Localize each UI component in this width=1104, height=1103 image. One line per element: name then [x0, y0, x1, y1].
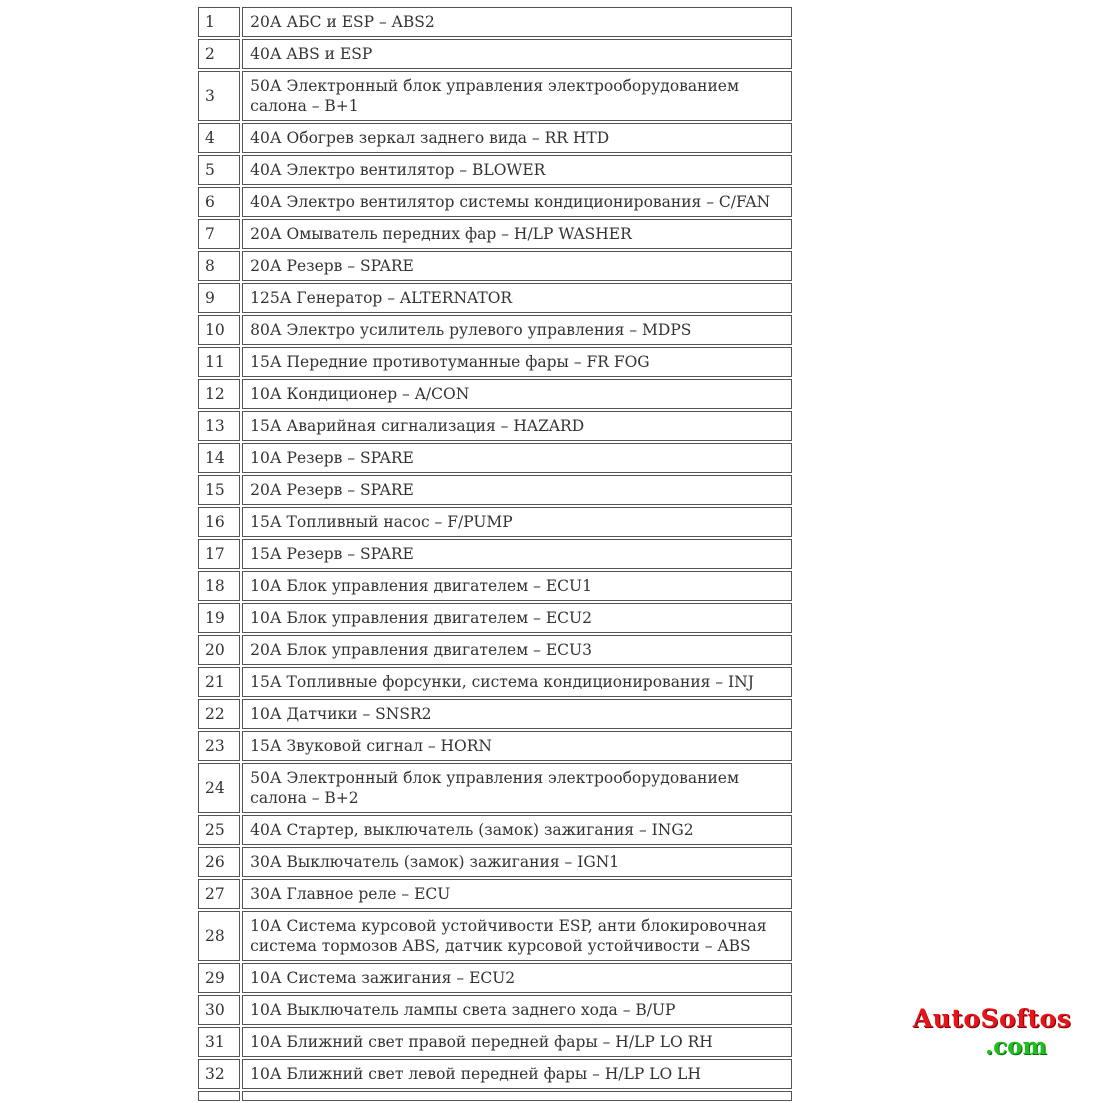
- fuse-number-cell: 11: [198, 347, 240, 377]
- table-row: [198, 155, 792, 185]
- table-row: [198, 963, 792, 993]
- fuse-number-cell: 14: [198, 443, 240, 473]
- table-row: [198, 475, 792, 505]
- fuse-description-cell: 10А Кондиционер – A/CON: [242, 379, 792, 409]
- fuse-number-cell: 30: [198, 995, 240, 1025]
- fuse-number-cell: 12: [198, 379, 240, 409]
- fuse-description-cell: 15А Топливные форсунки, система кондиционирования – INJ: [242, 667, 792, 697]
- fuse-description-cell: 50А Электронный блок управления электрооборудованием салона – B+2: [242, 763, 792, 813]
- table-row: [198, 815, 792, 845]
- fuse-description-cell: 15А Резерв – SPARE: [242, 539, 792, 569]
- table-row: [198, 7, 792, 37]
- table-row: [198, 539, 792, 569]
- fuse-number-cell: 25: [198, 815, 240, 845]
- fuse-number-cell: 13: [198, 411, 240, 441]
- fuse-number-cell: 23: [198, 731, 240, 761]
- fuse-table-body: [198, 7, 792, 1101]
- table-row: [198, 251, 792, 281]
- fuse-description-cell: 10А Ближний свет правой передней фары – H/LP LO RH: [242, 1027, 792, 1057]
- table-row: [198, 347, 792, 377]
- table-row: [198, 603, 792, 633]
- fuse-description-cell: 40А Электро вентилятор системы кондиционирования – C/FAN: [242, 187, 792, 217]
- table-row: [198, 763, 792, 813]
- fuse-description-cell: 20А Резерв – SPARE: [242, 251, 792, 281]
- table-row: [198, 219, 792, 249]
- fuse-description-cell: 30А Главное реле – ECU: [242, 879, 792, 909]
- table-row: [198, 379, 792, 409]
- fuse-number-cell: 29: [198, 963, 240, 993]
- fuse-description-cell: 15А Передние противотуманные фары – FR FOG: [242, 347, 792, 377]
- table-row: [198, 315, 792, 345]
- fuse-description-cell: 10А Система курсовой устойчивости ESP, анти блокировочная система тормозов ABS, датчик курсовой устойчивости – ABS: [242, 911, 792, 961]
- table-row: [198, 1059, 792, 1089]
- fuse-number-cell: 20: [198, 635, 240, 665]
- fuse-description-cell: 80А Электро усилитель рулевого управления – MDPS: [242, 315, 792, 345]
- fuse-number-cell: 7: [198, 219, 240, 249]
- fuse-number-cell: 22: [198, 699, 240, 729]
- fuse-number-cell: 17: [198, 539, 240, 569]
- fuse-number-cell: 27: [198, 879, 240, 909]
- fuse-number-cell: 9: [198, 283, 240, 313]
- fuse-number-cell: 5: [198, 155, 240, 185]
- watermark-logo: [880, 1004, 1104, 1064]
- fuse-number-cell: 2: [198, 39, 240, 69]
- fuse-description-cell: 40А ABS и ESP: [242, 39, 792, 69]
- fuse-description-cell: 10А Блок управления двигателем – ECU2: [242, 603, 792, 633]
- fuse-number-cell: 31: [198, 1027, 240, 1057]
- fuse-number-cell: 6: [198, 187, 240, 217]
- table-row: [198, 635, 792, 665]
- fuse-description-cell: [242, 1091, 792, 1101]
- table-row: [198, 699, 792, 729]
- fuse-number-cell: 3: [198, 71, 240, 121]
- table-row: [198, 187, 792, 217]
- table-row: [198, 847, 792, 877]
- fuse-number-cell: 26: [198, 847, 240, 877]
- fuse-number-cell: 15: [198, 475, 240, 505]
- fuse-description-cell: 10А Резерв – SPARE: [242, 443, 792, 473]
- table-row: [198, 411, 792, 441]
- fuse-description-cell: 20А Омыватель передних фар – H/LP WASHER: [242, 219, 792, 249]
- fuse-number-cell: 24: [198, 763, 240, 813]
- table-row: [198, 1027, 792, 1057]
- fuse-number-cell: 28: [198, 911, 240, 961]
- fuse-description-cell: 20А Блок управления двигателем – ECU3: [242, 635, 792, 665]
- fuse-number-cell: 4: [198, 123, 240, 153]
- fuse-description-cell: 10А Система зажигания – ECU2: [242, 963, 792, 993]
- fuse-description-cell: 125А Генератор – ALTERNATOR: [242, 283, 792, 313]
- fuse-number-cell: 21: [198, 667, 240, 697]
- table-row: [198, 911, 792, 961]
- table-row: [198, 1091, 792, 1101]
- table-row: [198, 507, 792, 537]
- fuse-number-cell: 16: [198, 507, 240, 537]
- fuse-description-cell: 15А Топливный насос – F/PUMP: [242, 507, 792, 537]
- fuse-description-cell: 40А Электро вентилятор – BLOWER: [242, 155, 792, 185]
- fuse-description-cell: 30А Выключатель (замок) зажигания – IGN1: [242, 847, 792, 877]
- fuse-number-cell: 19: [198, 603, 240, 633]
- fuse-description-cell: 50А Электронный блок управления электрооборудованием салона – B+1: [242, 71, 792, 121]
- fuse-description-cell: 20А АБС и ESP – ABS2: [242, 7, 792, 37]
- fuse-description-cell: 10А Блок управления двигателем – ECU1: [242, 571, 792, 601]
- fuse-number-cell: [198, 1091, 240, 1101]
- fuse-number-cell: 18: [198, 571, 240, 601]
- fuse-number-cell: 1: [198, 7, 240, 37]
- table-row: [198, 39, 792, 69]
- fuse-description-cell: 10А Датчики – SNSR2: [242, 699, 792, 729]
- table-row: [198, 571, 792, 601]
- fuse-description-cell: 40А Обогрев зеркал заднего вида – RR HTD: [242, 123, 792, 153]
- table-row: [198, 879, 792, 909]
- fuse-number-cell: 8: [198, 251, 240, 281]
- table-row: [198, 995, 792, 1025]
- fuse-number-cell: 10: [198, 315, 240, 345]
- table-row: [198, 123, 792, 153]
- fuse-description-cell: 15А Звуковой сигнал – HORN: [242, 731, 792, 761]
- fuse-description-cell: 40А Стартер, выключатель (замок) зажигания – ING2: [242, 815, 792, 845]
- fuse-description-cell: 10А Выключатель лампы света заднего хода – B/UP: [242, 995, 792, 1025]
- fuse-description-cell: 20А Резерв – SPARE: [242, 475, 792, 505]
- table-row: [198, 283, 792, 313]
- fuse-description-cell: 15А Аварийная сигнализация – HAZARD: [242, 411, 792, 441]
- table-row: [198, 71, 792, 121]
- fuse-table: [196, 5, 794, 1103]
- table-row: [198, 731, 792, 761]
- table-row: [198, 667, 792, 697]
- fuse-number-cell: 32: [198, 1059, 240, 1089]
- fuse-description-cell: 10А Ближний свет левой передней фары – H/LP LO LH: [242, 1059, 792, 1089]
- table-row: [198, 443, 792, 473]
- watermark-sub-text: .com: [985, 1033, 1047, 1060]
- watermark-main-text: AutoSoftos: [912, 1004, 1072, 1033]
